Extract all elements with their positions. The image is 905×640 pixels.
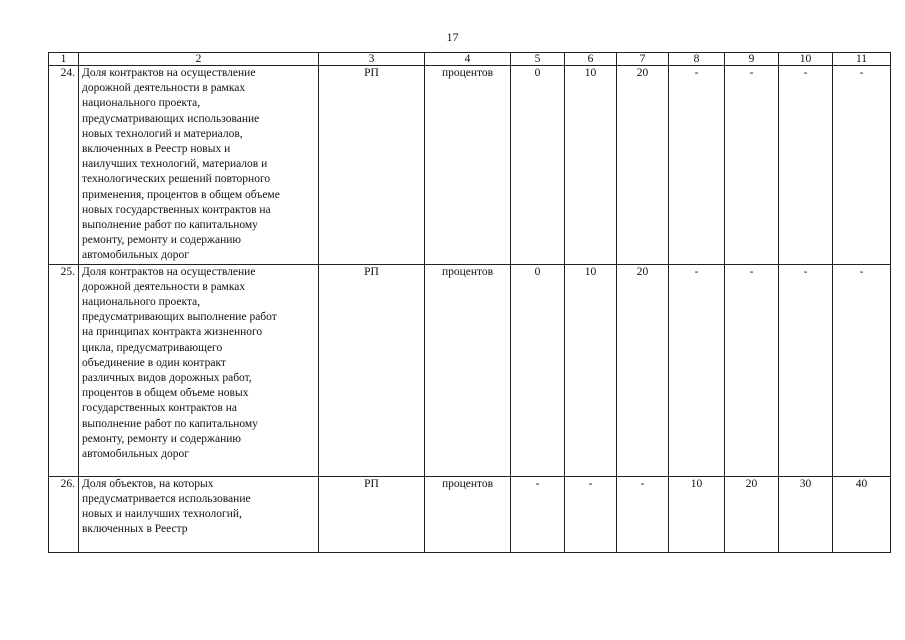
description-line: Доля объектов, на которых — [82, 477, 214, 490]
description-line: технологических решений повторного — [82, 173, 271, 186]
table-row — [49, 66, 891, 265]
value-cell: 0 — [511, 66, 565, 265]
value-cell: 40 — [833, 476, 891, 552]
description-line: наилучших технологий, материалов и — [82, 158, 268, 171]
value-cell: - — [669, 66, 725, 265]
description-line: автомобильных дорог — [82, 448, 189, 461]
description-line: национального проекта, — [82, 97, 201, 110]
source-cell: РП — [319, 264, 425, 476]
description-line: включенных в Реестр новых и — [82, 143, 231, 156]
description-line: новых технологий и материалов, — [82, 127, 243, 140]
value-cell: 20 — [725, 476, 779, 552]
column-header: 5 — [511, 53, 565, 66]
description-line: процентов в общем объеме новых — [82, 387, 249, 400]
description-line: Доля контрактов на осуществление — [82, 67, 256, 79]
unit-cell: процентов — [425, 476, 511, 552]
value-cell: - — [833, 264, 891, 476]
description-line: применения, процентов в общем объеме — [82, 188, 280, 201]
column-header: 2 — [79, 53, 319, 66]
description-line: ремонту, ремонту и содержанию — [82, 234, 242, 247]
unit-cell: процентов — [425, 66, 511, 265]
column-header: 11 — [833, 53, 891, 66]
value-cell: - — [725, 264, 779, 476]
description-line: различных видов дорожных работ, — [82, 372, 252, 385]
description-line: предусматривается использование — [82, 492, 251, 505]
value-cell: - — [779, 66, 833, 265]
indicators-table — [48, 52, 891, 553]
value-cell: 10 — [669, 476, 725, 552]
description-line: дорожной деятельности в рамках — [82, 280, 246, 293]
description-line: новых и наилучших технологий, — [82, 508, 242, 521]
source-cell: РП — [319, 476, 425, 552]
description-line: автомобильных дорог — [82, 249, 189, 262]
description-line: государственных контрактов на — [82, 402, 237, 415]
description-line: национального проекта, — [82, 296, 201, 309]
indicator-description — [79, 264, 319, 476]
description-line: цикла, предусматривающего — [82, 341, 223, 354]
table-header-row — [49, 53, 891, 66]
column-header: 6 — [565, 53, 617, 66]
value-cell: 20 — [617, 264, 669, 476]
source-cell: РП — [319, 66, 425, 265]
value-cell: - — [779, 264, 833, 476]
indicator-description — [79, 476, 319, 552]
value-cell: 30 — [779, 476, 833, 552]
value-cell: - — [617, 476, 669, 552]
column-header: 7 — [617, 53, 669, 66]
table-row — [49, 264, 891, 476]
value-cell: 10 — [565, 264, 617, 476]
description-line: предусматривающих выполнение работ — [82, 311, 277, 324]
row-number: 25. — [49, 264, 79, 476]
description-line: дорожной деятельности в рамках — [82, 82, 246, 95]
value-cell: - — [511, 476, 565, 552]
column-header: 3 — [319, 53, 425, 66]
row-number: 24. — [49, 66, 79, 265]
indicator-description — [79, 66, 319, 265]
description-line: выполнение работ по капитальному — [82, 219, 258, 232]
description-line: объединение в один контракт — [82, 356, 226, 369]
value-cell: 10 — [565, 66, 617, 265]
value-cell: - — [669, 264, 725, 476]
description-line: предусматривающих использование — [82, 112, 260, 125]
column-header: 10 — [779, 53, 833, 66]
description-line: выполнение работ по капитальному — [82, 417, 258, 430]
value-cell: - — [833, 66, 891, 265]
unit-cell: процентов — [425, 264, 511, 476]
page-number: 17 — [446, 30, 459, 44]
column-header: 1 — [49, 53, 79, 66]
value-cell: 0 — [511, 264, 565, 476]
value-cell: 20 — [617, 66, 669, 265]
value-cell: - — [725, 66, 779, 265]
column-header: 8 — [669, 53, 725, 66]
table-row — [49, 476, 891, 552]
description-line: Доля контрактов на осуществление — [82, 265, 256, 278]
column-header: 9 — [725, 53, 779, 66]
value-cell: - — [565, 476, 617, 552]
description-line: новых государственных контрактов на — [82, 203, 271, 216]
row-number: 26. — [49, 476, 79, 552]
description-line: на принципах контракта жизненного — [82, 326, 263, 339]
column-header: 4 — [425, 53, 511, 66]
description-line: ремонту, ремонту и содержанию — [82, 432, 242, 445]
description-line: включенных в Реестр — [82, 523, 188, 536]
